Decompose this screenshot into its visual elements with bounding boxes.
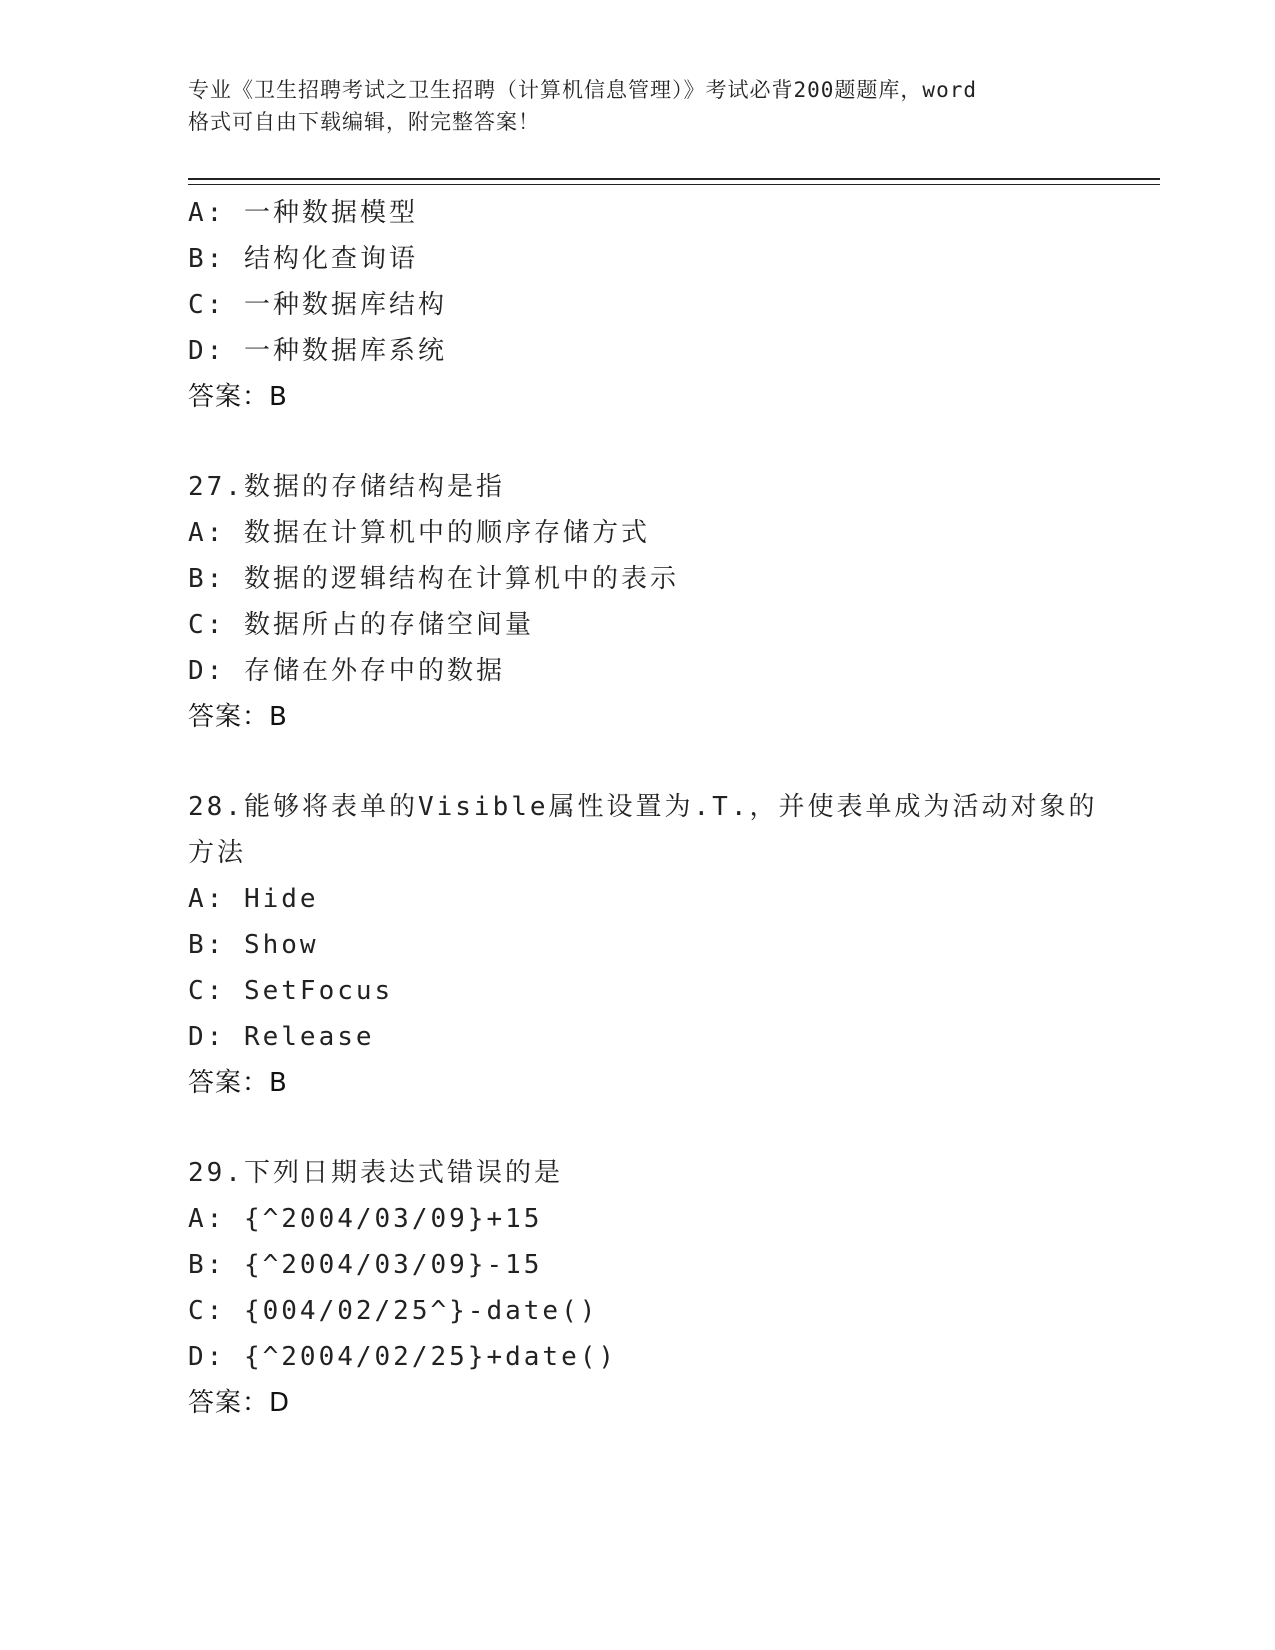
- header-line-2: 格式可自由下载编辑，附完整答案！: [188, 110, 540, 134]
- option-b: B: 数据的逻辑结构在计算机中的表示: [188, 564, 679, 594]
- option-a: A: {^2004/03/09}+15: [188, 1204, 543, 1234]
- spacer: [188, 1106, 1088, 1150]
- option-d: D: 一种数据库系统: [188, 336, 447, 366]
- header-divider-thin: [188, 184, 1160, 185]
- header-divider-thick: [188, 178, 1160, 180]
- spacer: [188, 420, 1088, 464]
- question-text: 29.下列日期表达式错误的是: [188, 1158, 563, 1188]
- question-text: 27.数据的存储结构是指: [188, 472, 505, 502]
- option-c: C: SetFocus: [188, 976, 394, 1006]
- option-c: C: {004/02/25^}-date(): [188, 1296, 599, 1326]
- option-b: B: Show: [188, 930, 319, 960]
- option-c: C: 数据所占的存储空间量: [188, 610, 534, 640]
- question-26: [188, 190, 1088, 420]
- option-c: C: 一种数据库结构: [188, 290, 447, 320]
- option-a: A: Hide: [188, 884, 319, 914]
- answer-line: 答案：B: [188, 702, 288, 732]
- document-header: [188, 74, 1088, 138]
- option-a: A: 数据在计算机中的顺序存储方式: [188, 518, 650, 548]
- option-b: B: {^2004/03/09}-15: [188, 1250, 543, 1280]
- option-a: A: 一种数据模型: [188, 198, 418, 228]
- spacer: [188, 740, 1088, 784]
- question-29: [188, 1150, 1088, 1426]
- question-text-line-1: 28.能够将表单的Visible属性设置为.T.，并使表单成为活动对象的: [188, 792, 1098, 822]
- answer-line: 答案：B: [188, 382, 288, 412]
- question-27: [188, 464, 1088, 740]
- question-list: [188, 190, 1098, 1426]
- answer-line: 答案：B: [188, 1068, 288, 1098]
- question-28: [188, 784, 1098, 1106]
- option-d: D: 存储在外存中的数据: [188, 656, 505, 686]
- header-line-1: 专业《卫生招聘考试之卫生招聘（计算机信息管理）》考试必背200题题库，word: [188, 78, 977, 102]
- question-text-line-2: 方法: [188, 838, 247, 868]
- option-b: B: 结构化查询语: [188, 244, 418, 274]
- option-d: D: Release: [188, 1022, 375, 1052]
- option-d: D: {^2004/02/25}+date(): [188, 1342, 618, 1372]
- answer-line: 答案：D: [188, 1388, 291, 1418]
